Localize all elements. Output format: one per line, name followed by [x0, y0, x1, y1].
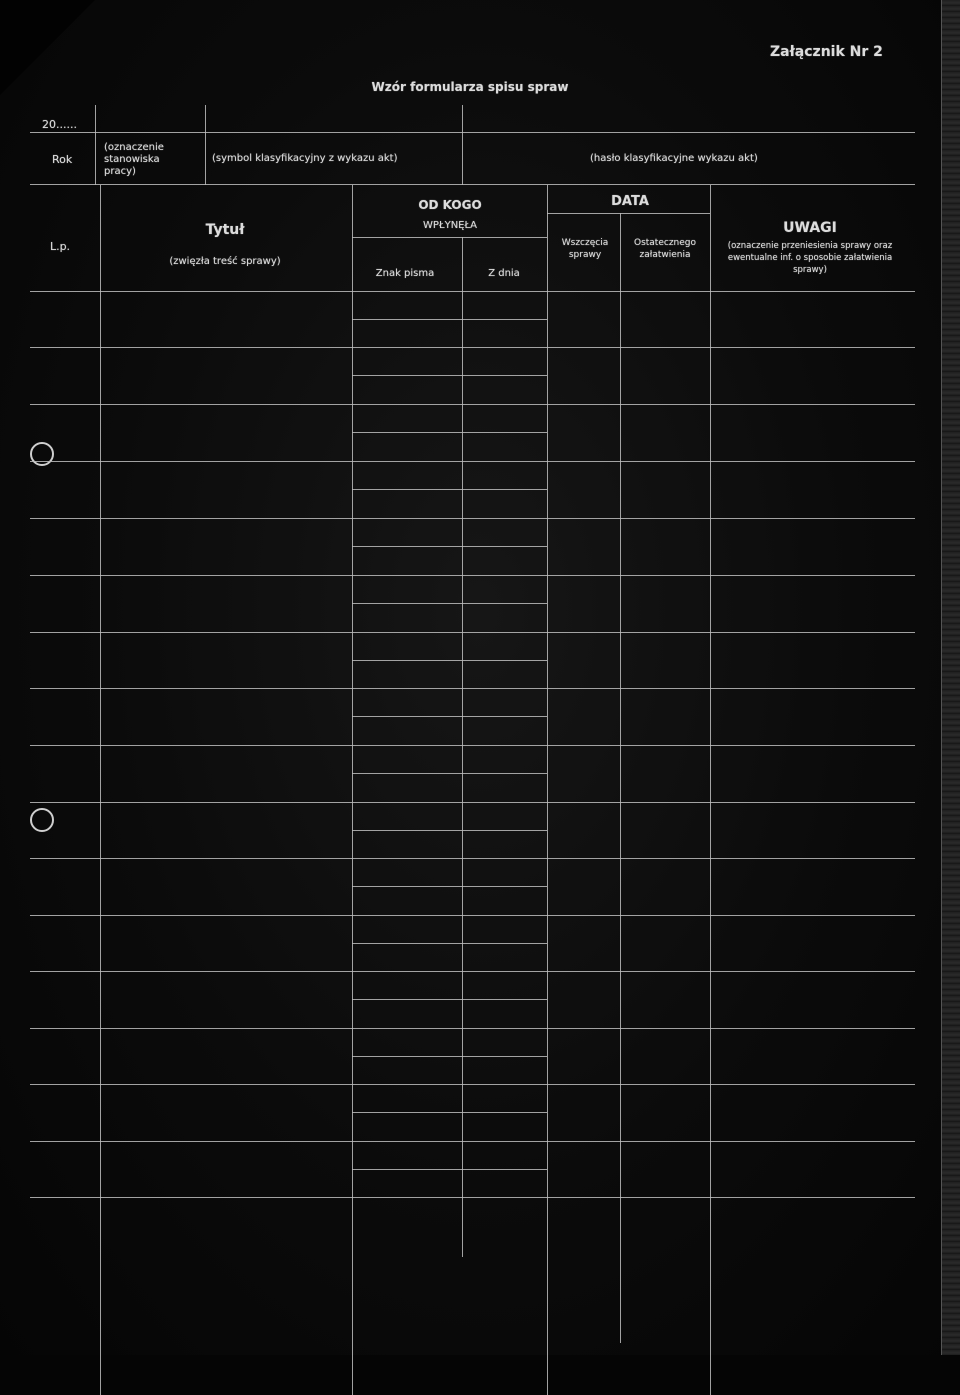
header-rule-line — [30, 291, 915, 292]
folded-corner — [0, 0, 95, 95]
punch-hole-icon — [30, 808, 54, 832]
sub-row-line — [352, 319, 547, 320]
show-through-text — [395, 198, 401, 222]
table-column-line — [100, 185, 101, 1395]
rule-line — [547, 213, 710, 214]
sub-row-line — [352, 489, 547, 490]
table-column-line — [462, 237, 463, 1257]
table-row-line — [30, 518, 915, 519]
header-z-dnia: Z dnia — [488, 268, 520, 279]
sub-row-line — [352, 773, 547, 774]
header-wszczecia: Wszczęcia sprawy — [561, 238, 609, 260]
header-ostatecznego: Ostatecznego załatwienia — [633, 238, 696, 260]
table-row-line — [30, 915, 915, 916]
rule-line — [95, 105, 96, 185]
binder-edge — [941, 0, 960, 1355]
sub-row-line — [352, 603, 547, 604]
header-tytul: Tytuł — [205, 222, 245, 238]
form-title: Wzór formularza spisu spraw — [371, 80, 569, 94]
position-designation-label: (oznaczenie stanowiska pracy) — [104, 142, 164, 177]
sub-row-line — [352, 830, 547, 831]
year-field[interactable]: 20...... — [42, 118, 77, 131]
rok-label: Rok — [52, 153, 73, 166]
header-uwagi-sub: (oznaczenie przeniesienia sprawy oraz ewentualne inf. o sposobie załatwienia sprawy) — [727, 241, 893, 275]
sub-row-line — [352, 1169, 547, 1170]
table-row-line — [30, 688, 915, 689]
table-row-line — [30, 971, 915, 972]
table-row-line — [30, 404, 915, 405]
rule-line — [352, 237, 547, 238]
sub-row-line — [352, 432, 547, 433]
table-row-line — [30, 1141, 915, 1142]
sub-row-line — [352, 375, 547, 376]
table-row-line — [30, 1197, 915, 1198]
sub-row-line — [352, 943, 547, 944]
table-column-line — [620, 213, 621, 1343]
rule-line — [205, 105, 206, 185]
table-row-line — [30, 858, 915, 859]
rule-line — [462, 105, 463, 185]
classification-symbol-label: (symbol klasyfikacyjny z wykazu akt) — [212, 153, 398, 164]
header-wplynela: WPŁYNĘŁA — [423, 220, 477, 231]
table-row-line — [30, 1084, 915, 1085]
table-row-line — [30, 347, 915, 348]
attachment-label: Załącznik Nr 2 — [770, 44, 883, 60]
table-row-line — [30, 802, 915, 803]
sub-row-line — [352, 546, 547, 547]
table-row-line — [30, 745, 915, 746]
rule-line — [30, 132, 915, 133]
header-uwagi: UWAGI — [783, 220, 837, 236]
sub-row-line — [352, 1112, 547, 1113]
table-column-line — [547, 185, 548, 1395]
sub-row-line — [352, 999, 547, 1000]
rule-line — [30, 184, 915, 185]
header-tytul-sub: (zwięzła treść sprawy) — [169, 256, 281, 267]
punch-hole-icon — [30, 442, 54, 466]
header-znak-pisma: Znak pisma — [375, 268, 435, 279]
table-row-line — [30, 632, 915, 633]
table-row-line — [30, 575, 915, 576]
sub-row-line — [352, 660, 547, 661]
classification-entry-label: (hasło klasyfikacyjne wykazu akt) — [590, 153, 758, 164]
header-od-kogo: OD KOGO — [418, 198, 482, 212]
header-lp: L.p. — [49, 240, 71, 253]
table-row-line — [30, 461, 915, 462]
sub-row-line — [352, 1056, 547, 1057]
sub-row-line — [352, 716, 547, 717]
table-column-line — [352, 185, 353, 1395]
header-data: DATA — [611, 194, 649, 209]
table-column-line — [710, 185, 711, 1395]
sub-row-line — [352, 886, 547, 887]
table-row-line — [30, 1028, 915, 1029]
